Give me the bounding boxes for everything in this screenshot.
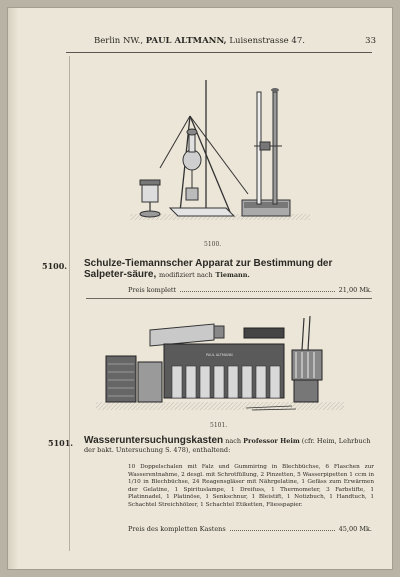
item-after: nach: [225, 437, 242, 445]
item-title-5100: [84, 258, 374, 281]
page-spine-shadow: [8, 8, 18, 569]
figure-caption-5100: 5100.: [204, 241, 222, 248]
dotted-leader: [230, 525, 335, 531]
box-label: PAUL ALTMANN: [206, 353, 233, 357]
item-title-text: Wasseruntersuchungskasten: [84, 435, 224, 446]
item-number-5101: 5101.: [48, 438, 74, 448]
header-address: [94, 36, 305, 46]
catalog-page: [8, 8, 392, 569]
price-label: Preis des kompletten Kastens: [128, 525, 226, 533]
header-street: Luisenstrasse 47.: [229, 36, 305, 46]
page-number: 33: [365, 36, 376, 46]
item-modifier: modifiziert nach: [159, 271, 213, 279]
item-number-5100: 5100.: [42, 261, 68, 271]
item-reference: (cfr. Heim, Lehrbuch der bakt. Untersuchung S. 478), enthaltend:: [84, 437, 371, 454]
apparatus-illustration-5100: [130, 76, 310, 236]
margin-rule: [69, 56, 70, 551]
item-modifier-name: Tiemann.: [215, 271, 250, 279]
header-rule: [66, 52, 372, 53]
dotted-leader: [180, 286, 335, 292]
item-title-text: Schulze-Tiemannscher Apparat zur Bestimmung der Salpeter-säure,: [84, 258, 333, 280]
section-rule: [86, 298, 372, 299]
price-line-5101: [128, 525, 372, 533]
item-description-5101: 10 Doppelschalen mit Falz und Gummiring in Blechbüchse, 6 Flaschen zur Wasserentnahme, 2 desgl. mit Schrotfüllung, 2 Pinzetten, 5 Wasserpipetten 1 ccm in 1/10 in Blechbüchse, 24 Reagensgläser mit Nährgelatine, 1 Gefäss zum Erwärmen der Gelatine, 1 Spirituslampe, 1 Dreifuss, 1 Thermometer, 3 Farbstifte, 1 Platinnadel, 1 Platinöse, 1 Senkschnur, 1 Bleistift, 1 Notizbuch, 1 Handtuch, 1 Schachtel Streichhölzer, 1 Schachtel Etiketten, Fliesspapier.: [128, 464, 374, 508]
price-value: 45,00 Mk.: [338, 525, 372, 533]
price-line-5100: [128, 286, 372, 294]
water-analysis-case-illustration-5101: [96, 310, 344, 416]
item-title-5101: [84, 436, 374, 455]
item-professor: Professor Heim: [243, 437, 300, 445]
page-header: [94, 36, 384, 50]
header-company: PAUL ALTMANN,: [145, 36, 227, 46]
price-value: 21,00 Mk.: [338, 286, 372, 294]
price-label: Preis komplett: [128, 286, 177, 294]
figure-caption-5101: 5101.: [210, 422, 228, 429]
header-city: Berlin NW.,: [94, 36, 144, 46]
